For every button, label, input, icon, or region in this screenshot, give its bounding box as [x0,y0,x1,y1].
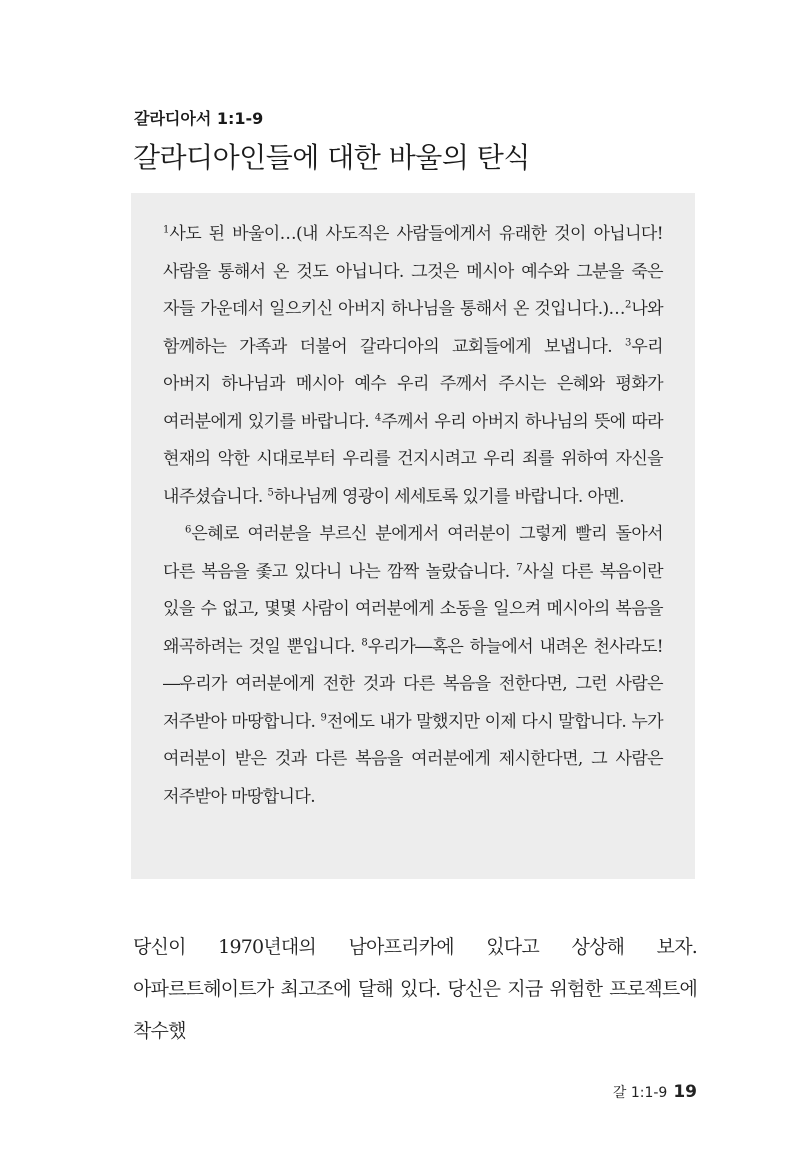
verse-number: 8 [361,636,368,648]
verse-text: 우리가―혹은 하늘에서 내려온 천사라도!―우리가 여러분에게 전한 것과 다른 복음을 전한다면, 그런 사람은 저주받아 마땅합니다. [163,636,663,732]
scripture-paragraph-1 [163,216,663,516]
page-number: 19 [673,1082,697,1102]
verse-text: 사도 된 바울이…(내 사도직은 사람들에게서 유래한 것이 아닙니다! 사람을 통해서 온 것도 아닙니다. 그것은 메시아 예수와 그분을 죽은 자들 가운데서 일으키신 아버지 하나님을 통해서 온 것입니다.)… [163,224,663,319]
verse-text: 사실 다른 복음이란 있을 수 없고, 몇몇 사람이 여러분에게 소동을 일으켜 메시아의 복음을 왜곡하려는 것일 뿐입니다. [163,561,663,657]
verse-number: 6 [185,524,192,536]
verse-text: 은혜로 여러분을 부르신 분에게서 여러분이 그렇게 빨리 돌아서 다른 복음을 좇고 있다니 나는 깜짝 놀랐습니다. [163,524,663,582]
verse-text: 전에도 내가 말했지만 이제 다시 말합니다. 누가 여러분이 받은 것과 다른 복음을 여러분에게 제시한다면, 그 사람은 저주받아 마땅합니다. [163,711,663,807]
verse-number: 9 [320,711,327,723]
scripture-paragraph-2 [163,516,663,816]
passage-reference: 갈라디아서 1:1-9 [134,109,264,128]
verse-text: 주께서 우리 아버지 하나님의 뜻에 따라 현재의 악한 시대로부터 우리를 건지시려고 우리 죄를 위하여 자신을 내주셨습니다. [163,411,663,507]
verse-text: 하나님께 영광이 세세토록 있기를 바랍니다. 아멘. [273,486,624,507]
verse-number: 4 [374,411,382,423]
running-head: 갈 1:1-9 [612,1085,668,1101]
body-paragraph: 당신이 1970년대의 남아프리카에 있다고 상상해 보자. 아파르트헤이트가 최고조에 달해 있다. 당신은 지금 위험한 프로젝트에 착수했 [133,936,697,1042]
scripture-box [131,193,695,879]
verse-text: 나와 함께하는 가족과 더불어 갈라디아의 교회들에게 보냅니다. [163,299,663,357]
verse-number: 7 [516,561,523,573]
verse-number: 1 [163,224,170,236]
verse-text: 우리 아버지 하나님과 메시아 예수 우리 주께서 주시는 은혜와 평화가 여러분에게 있기를 바랍니다. [163,336,663,432]
page-footer [613,1082,697,1102]
verse-number: 5 [267,486,274,498]
passage-title: 갈라디아인들에 대한 바울의 탄식 [133,141,530,174]
verse-number: 2 [624,299,632,311]
verse-number: 3 [624,336,632,348]
